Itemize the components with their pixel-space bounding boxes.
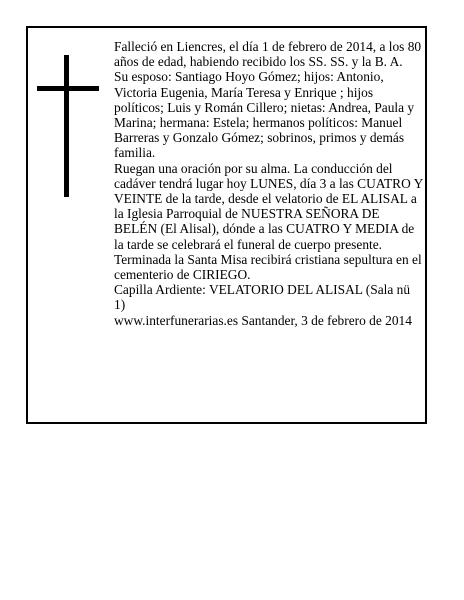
cross-vertical-bar: [64, 55, 69, 197]
notice-body: [114, 39, 423, 328]
cross-icon: [37, 55, 99, 197]
death-announcement: Falleció en Liencres, el día 1 de febrero de 2014, a los 80 años de edad, habiendo recibido los SS. SS. y la B. A.: [114, 39, 422, 70]
funeral-details: Ruegan una oración por su alma. La conducción del cadáver tendrá lugar hoy LUNES, día 3 a las CUATRO Y VEINTE de la tarde, desde el velatorio de EL ALISAL a la Iglesia Parroquial de NUESTRA SEÑORA DE BELÉN (El Alisal), dónde a las CUATRO Y MEDIA de la tarde se celebrará el funeral de cuerpo presente. Terminada la Santa Misa recibirá cristiana sepultura en el cementerio de CIRIEGO.: [114, 160, 423, 283]
cross-horizontal-bar: [37, 86, 99, 91]
wake-location: Capilla Ardiente: VELATORIO DEL ALISAL (Sala nü 1): [114, 282, 411, 313]
family-list: Su esposo: Santiago Hoyo Gómez; hijos: Antonio, Victoria Eugenia, María Teresa y Enrique ; hijos políticos; Luis y Román Cillero; nietas: Andrea, Paula y Marina; hermana: Estela; hermanos políticos: Manuel Barreras y Gonzalo Gómez; sobrinos, primos y demás familia.: [114, 69, 415, 161]
footer-source: www.interfunerarias.es Santander, 3 de febrero de 2014: [114, 312, 412, 328]
